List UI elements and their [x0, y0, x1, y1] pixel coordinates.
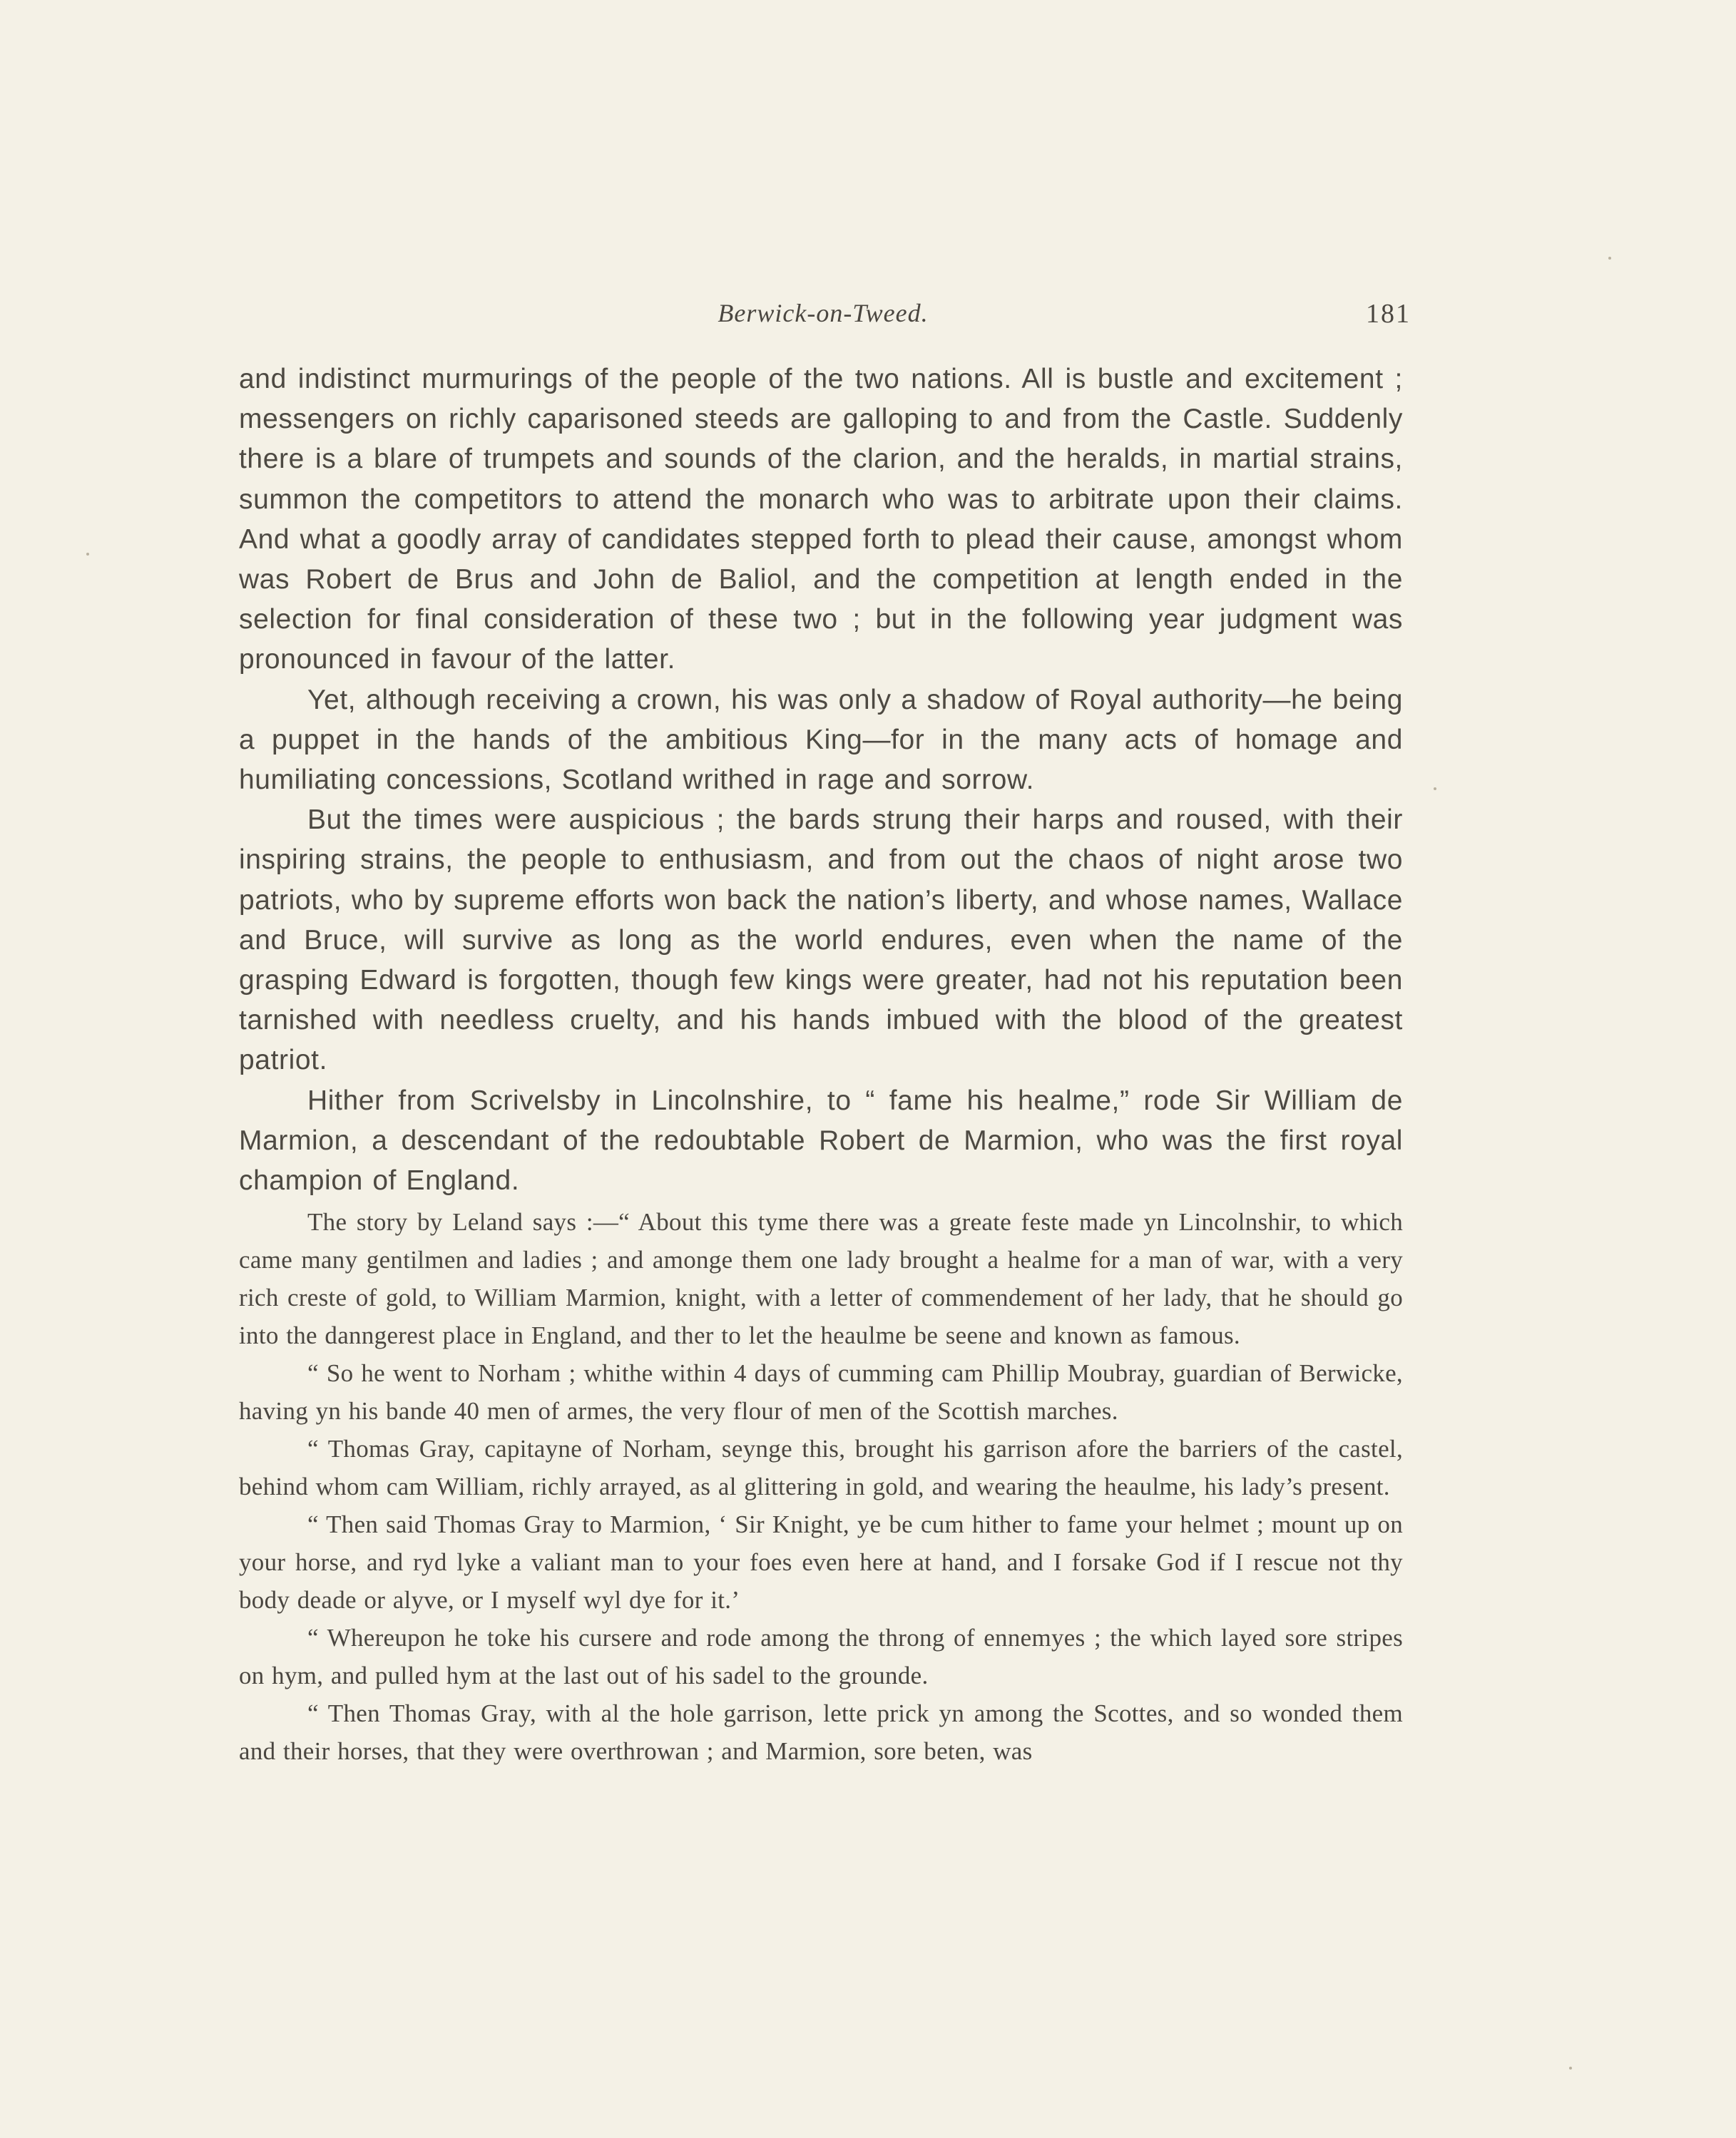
page-number: 181 [1366, 299, 1411, 329]
paper-speck [1569, 2067, 1572, 2070]
paragraph-1: and indistinct murmurings of the people of the two nations. All is bustle and excitement ; messengers on richly caparisoned steeds are galloping to and from the Castle. Suddenly there is a blare of trumpets and sounds of the clarion, and the heralds, in martial strains, summon the competitors to attend the monarch who was to arbitrate upon their claims. And what a goodly array of candidates stepped forth to plead their cause, amongst whom was Robert de Brus and John de Baliol, and the competition at length ended in the selection for final consideration of these two ; but in the following year judgment was pronounced in favour of the latter. [239, 364, 1403, 675]
paper-speck [86, 553, 89, 556]
paper-speck [1608, 257, 1611, 260]
quote-paragraph-2: “ So he went to Norham ; whithe within 4 days of cumming cam Phillip Moubray, guardian of Berwicke, having yn his bande 40 men of armes, the very flour of men of the Scottish marches. [239, 1359, 1403, 1426]
paragraph-4: Hither from Scrivelsby in Lincolnshire, to “ fame his healme,” rode Sir William de Marmion, a descendant of the redoubtable Robert de Marmion, who was the first royal champion of England. [239, 1085, 1403, 1197]
page-header [235, 298, 1411, 335]
quote-paragraph-3: “ Thomas Gray, capitayne of Norham, seynge this, brought his garrison afore the barriers of the castel, behind whom cam William, richly arrayed, as al glittering in gold, and wearing the heaulme, his lady’s present. [239, 1435, 1403, 1501]
quote-paragraph-5: “ Whereupon he toke his cursere and rode among the throng of ennemyes ; the which layed sore stripes on hym, and pulled hym at the last out of his sadel to the grounde. [239, 1624, 1403, 1690]
paper-speck [1434, 787, 1436, 790]
quote-paragraph-4: “ Then said Thomas Gray to Marmion, ‘ Sir Knight, ye be cum hither to fame your helmet ; mount up on your horse, and ryd lyke a valiant man to your foes even here at hand, and I forsake God if I rescue not thy body deade or alyve, or I myself wyl dye for it.’ [239, 1510, 1403, 1615]
paragraph-3: But the times were auspicious ; the bards strung their harps and roused, with their inspiring strains, the people to enthusiasm, and from out the chaos of night arose two patriots, who by supreme efforts won back the nation’s liberty, and whose names, Wallace and Bruce, will survive as long as the world endures, even when the name of the grasping Edward is forgotten, though few kings were greater, had not his reputation been tarnished with needless cruelty, and his hands imbued with the blood of the greatest patriot. [239, 804, 1403, 1076]
quote-paragraph-6: “ Then Thomas Gray, with al the hole garrison, lette prick yn among the Scottes, and so wonded them and their horses, that they were overthrowan ; and Marmion, sore beten, was [239, 1699, 1403, 1766]
quote-paragraph-1: The story by Leland says :—“ About this tyme there was a greate feste made yn Lincolnshir, to which came many gentilmen and ladies ; and amonge them one lady brought a healme for a man of war, with a very rich creste of gold, to William Marmion, knight, with a letter of commendement of her lady, that he should go into the danngerest place in England, and ther to let the heaulme be seene and known as famous. [239, 1208, 1403, 1350]
page-body [239, 359, 1403, 1770]
running-title: Berwick-on-Tweed. [718, 299, 929, 327]
paragraph-2: Yet, although receiving a crown, his was only a shadow of Royal authority—he being a puppet in the hands of the ambitious King—for in the many acts of homage and humiliating concessions, Scotland writhed in rage and sorrow. [239, 684, 1403, 796]
